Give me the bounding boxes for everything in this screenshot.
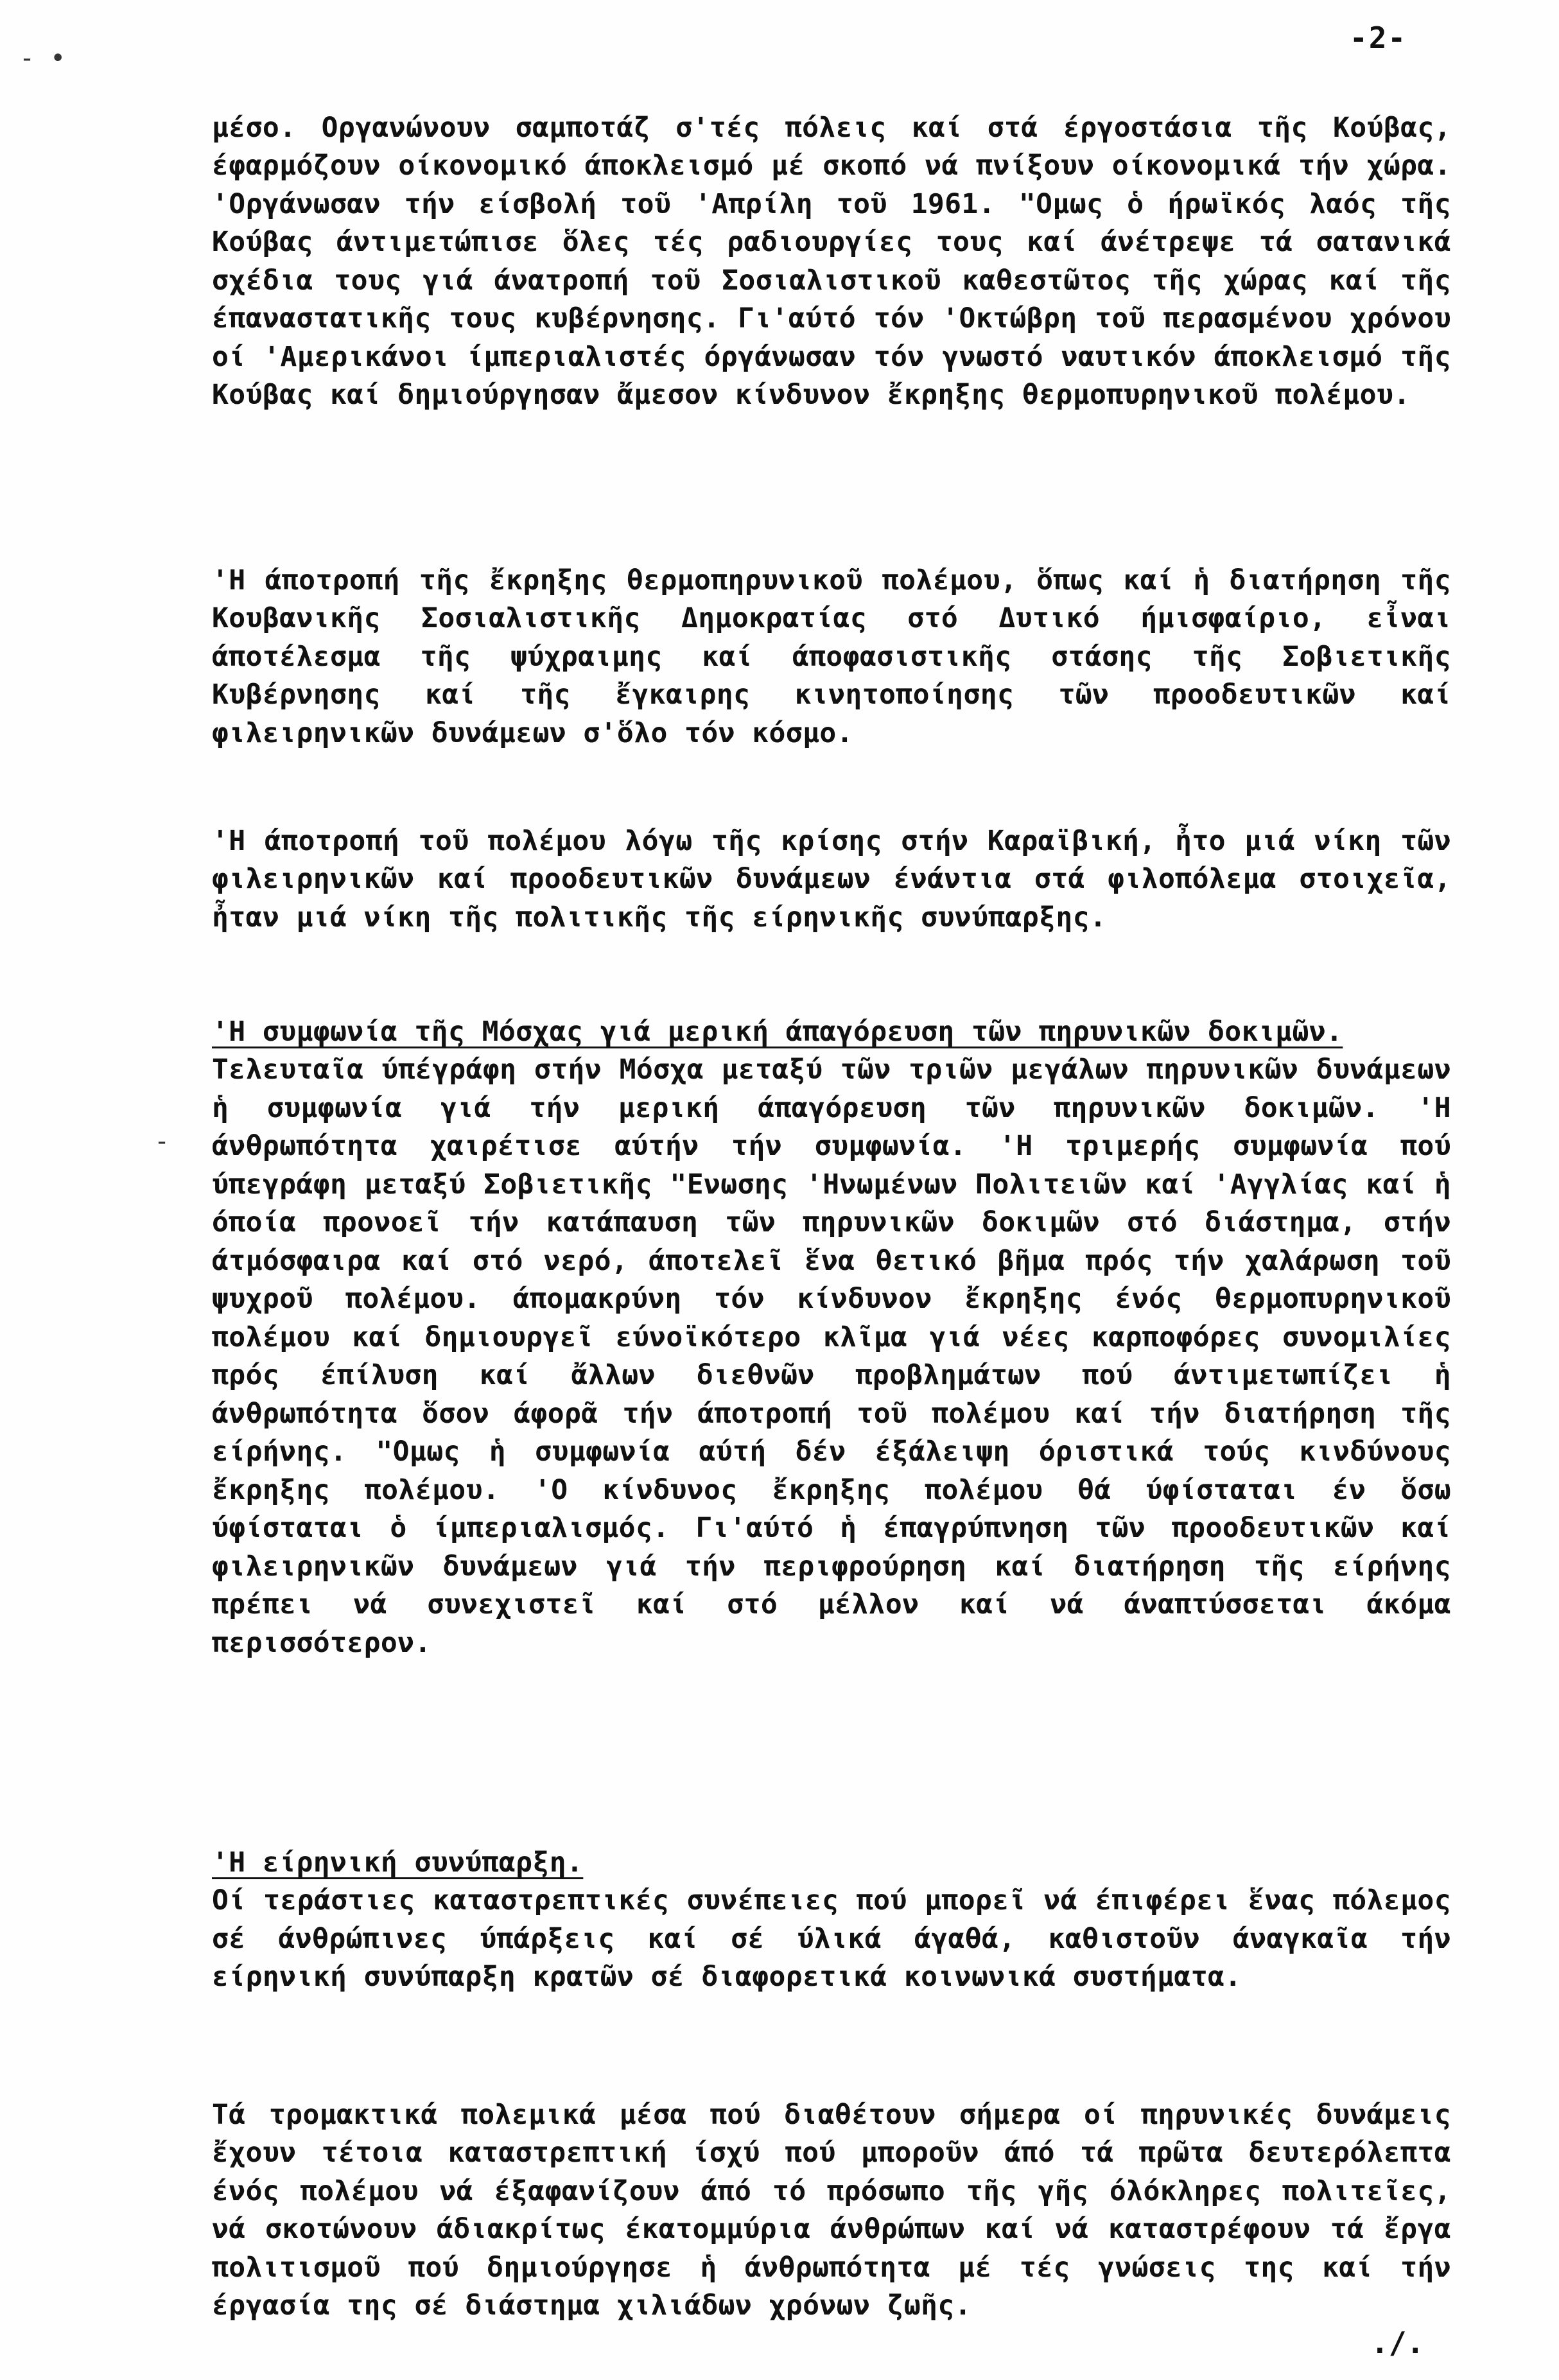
paragraph-4-test-ban-treaty: [212, 975, 1451, 1662]
margin-mark-middle: -: [154, 1127, 170, 1156]
margin-mark-top: - •: [19, 44, 66, 73]
paragraph-text: 'Η άποτροπή τῆς ἔκρηξης θερμοπηρυνικοῦ πολέμου, ὅπως καί ἡ διατήρηση τῆς Κουβανικῆς Σοσιαλιστικῆς Δημοκρατίας στό Δυτικό ήμισφαίριο, εἶναι άποτέλεσμα τῆς ψύχραιμης καί άποφασιστικῆς στάσης τῆς Σοβιετικῆς Κυβέρνησης καί τῆς ἔγκαιρης κινητοποίησης τῶν προοδευτικῶν καί φιλειρηνικῶν δυνάμεων σ'ὅλο τόν κόσμο.: [212, 564, 1451, 749]
paragraph-text: Τά τρομακτικά πολεμικά μέσα πού διαθέτουν σήμερα οί πηρυνικές δυνάμεις ἔχουν τέτοια καταστρεπτική ίσχύ πού μποροῦν άπό τά πρῶτα δευτερόλεπτα ένός πολέμου νά έξαφανίζουν άπό τό πρόσωπο τῆς γῆς όλόκληρες πολιτεῖες, νά σκοτώνουν άδιακρίτως έκατομμύρια άνθρώπων καί νά καταστρέφουν τά ἔργα πολιτισμοῦ πού δημιούργησε ἡ άνθρωπότητα μέ τές γνώσεις της καί τήν έργασία της σέ διάστημα χιλιάδων χρόνων ζωῆς.: [212, 2098, 1451, 2322]
paragraph-text: 'Η άποτροπή τοῦ πολέμου λόγω τῆς κρίσης στήν Καραϊβική, ἦτο μιά νίκη τῶν φιλειρηνικῶν καί προοδευτικῶν δυνάμεων ένάντια στά φιλοπόλεμα στοιχεῖα, ἦταν μιά νίκη τῆς πολιτικῆς τῆς είρηνικῆς συνύπαρξης.: [212, 824, 1451, 934]
paragraph-3: [212, 784, 1451, 937]
section-heading-peaceful-coexistence: 'Η είρηνική συνύπαρξη.: [212, 1846, 584, 1879]
paragraph-2: [212, 523, 1451, 752]
page-number: -2-: [1350, 21, 1407, 55]
paragraph-1: [212, 71, 1451, 415]
continuation-mark: ./.: [1371, 2325, 1425, 2360]
paragraph-text: Οί τεράστιες καταστρεπτικές συνέπειες πού μπορεῖ νά έπιφέρει ἕνας πόλεμος σέ άνθρώπινες ύπάρξεις καί σέ ύλικά άγαθά, καθιστοῦν άναγκαῖα τήν είρηνική συνύπαρξη κρατῶν σέ διαφορετικά κοινωνικά συστήματα.: [212, 1884, 1451, 1993]
paragraph-text: μέσο. Οργανώνουν σαμποτάζ σ'τές πόλεις καί στά έργοστάσια τῆς Κούβας, έφαρμόζουν οίκονομικό άποκλεισμό μέ σκοπό νά πνίξουν οίκονομικά τήν χώρα. 'Οργάνωσαν τήν είσβολή τοῦ 'Απρίλη τοῦ 1961. "Ομως ὁ ήρωϊκός λαός τῆς Κούβας άντιμετώπισε ὅλες τές ραδιουργίες τους καί άνέτρεψε τά σατανικά σχέδια τους γιά άνατροπή τοῦ Σοσιαλιστικοῦ καθεστῶτος τῆς χώρας καί τῆς έπαναστατικῆς τους κυβέρνησης. Γι'αύτό τόν 'Οκτώβρη τοῦ περασμένου χρόνου οί 'Αμερικάνοι ίμπεριαλιστές όργάνωσαν τόν γνωστό ναυτικόν άποκλεισμό τῆς Κούβας καί δημιούργησαν ἄμεσον κίνδυνον ἔκρηξης θερμοπυρηνικοῦ πολέμου.: [212, 111, 1451, 411]
paragraph-text: Τελευταῖα ύπέγράφη στήν Μόσχα μεταξύ τῶν τριῶν μεγάλων πηρυνικῶν δυνάμεων ἡ συμφωνία γιά τήν μερική άπαγόρευση τῶν πηρυνικῶν δοκιμῶν. 'Η άνθρωπότητα χαιρέτισε αύτήν τήν συμφωνία. 'Η τριμερής συμφωνία πού ύπεγράφη μεταξύ Σοβιετικῆς "Ενωσης 'Ηνωμένων Πολιτειῶν καί 'Αγγλίας καί ἡ όποία προνοεῖ τήν κατάπαυση τῶν πηρυνικῶν δοκιμῶν στό διάστημα, στήν άτμόσφαιρα καί στό νερό, άποτελεῖ ἕνα θετικό βῆμα πρός τήν χαλάρωση τοῦ ψυχροῦ πολέμου. άπομακρύνη τόν κίνδυνον ἔκρηξης ένός θερμοπυρηνικοῦ πολέμου καί δημιουργεῖ εύνοϊκότερο κλῖμα γιά νέες καρποφόρες συνομιλίες πρός έπίλυση καί ἄλλων διεθνῶν προβλημάτων πού άντιμετωπίζει ἡ άνθρωπότητα ὅσον άφορᾶ τήν άποτροπή τοῦ πολέμου καί τήν διατήρηση τῆς είρήνης. "Ομως ἡ συμφωνία αύτή δέν έξάλειψη όριστικά τούς κινδύνους ἔκρηξης πολέμου. 'Ο κίνδυνος ἔκρηξης πολέμου θά ύφίσταται έν ὅσω ύφίσταται ὁ ίμπεριαλισμός. Γι'αύτό ἡ έπαγρύπνηση τῶν προοδευτικῶν καί φιλειρηνικῶν δυνάμεων γιά τήν περιφρούρηση καί διατήρηση τῆς είρήνης πρέπει νά συνεχιστεῖ καί στό μέλλον καί νά άναπτύσσεται άκόμα περισσότερον.: [212, 1054, 1451, 1659]
section-heading-test-ban: 'Η συμφωνία τῆς Μόσχας γιά μερική άπαγόρευση τῶν πηρυνικῶν δοκιμῶν.: [212, 1015, 1343, 1048]
paragraph-5-peaceful-coexistence: [212, 1805, 1451, 1997]
paragraph-6: [212, 2058, 1451, 2325]
